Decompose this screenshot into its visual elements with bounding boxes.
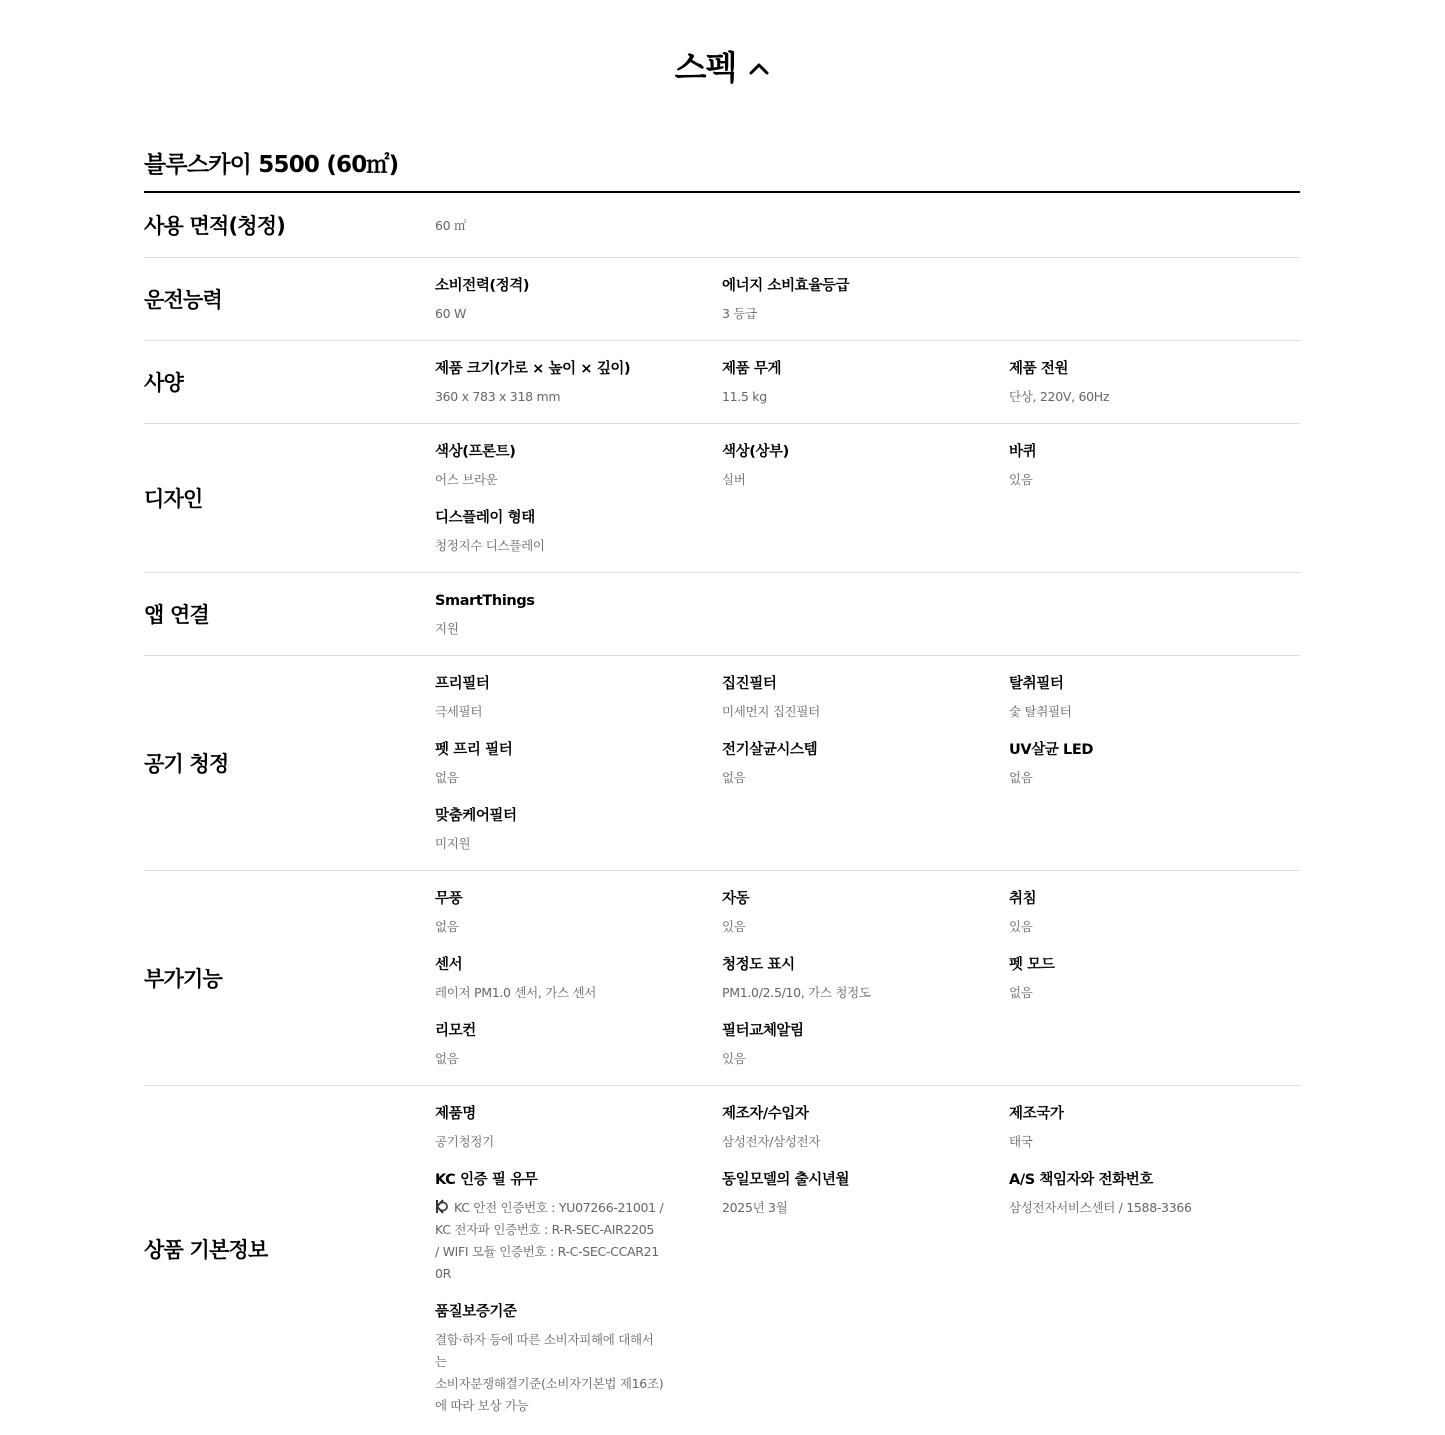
cell-label: 센서 [435,957,463,973]
row-title: 디자인 [144,487,203,511]
cell-label: 제조국가 [1009,1106,1064,1122]
cell-value: 없음 [435,1051,459,1066]
cell-label: 제조자/수입자 [722,1106,809,1122]
cell-label: 리모컨 [435,1023,476,1039]
cell-label: 집진필터 [722,676,777,692]
spec-cell [435,889,665,938]
row-title: 부가기능 [144,967,222,991]
cell-value: 11.5 kg [722,389,767,404]
value-text: KC 안전 인증번호 : YU07266-21001 / [454,1200,664,1215]
spec-row-purification [144,656,1300,871]
cell-value [435,1197,665,1285]
spec-cell [435,674,665,723]
cell-value: 삼성전자서비스센터 / 1588-3366 [1009,1200,1192,1215]
spec-row-extra [144,871,1300,1086]
spec-cell [722,1021,952,1070]
spec-cell [722,442,952,491]
cell-label: 에너지 소비효율등급 [722,278,850,294]
cell-value: 3 등급 [722,306,757,321]
spec-cell [435,508,665,557]
cell-label: 디스플레이 형태 [435,510,535,526]
cell-value: 단상, 220V, 60Hz [1009,389,1110,404]
spec-cell [435,1170,665,1285]
cell-label: 품질보증기준 [435,1304,517,1320]
spec-cell [1009,1104,1239,1153]
cell-value: 있음 [722,1051,746,1066]
spec-cell [435,215,665,237]
value-line [435,1197,665,1219]
row-title: 사양 [144,371,183,395]
cell-value: 없음 [1009,985,1033,1000]
cell-value: 없음 [435,770,459,785]
cell-label: 전기살균시스템 [722,742,818,758]
row-title: 앱 연결 [144,603,209,627]
spec-cell [435,591,665,640]
cell-label: 탈취필터 [1009,676,1064,692]
spec-cell [435,1302,665,1417]
cell-label: 제품 전원 [1009,361,1069,377]
cell-label: 무풍 [435,891,463,907]
cell-label: 펫 프리 필터 [435,742,513,758]
spec-cell [1009,442,1239,491]
cell-value: 미세먼지 집진필터 [722,704,820,719]
value-line: KC 전자파 인증번호 : R-R-SEC-AIR2205 [435,1222,655,1237]
cell-value: 극세필터 [435,704,483,719]
spec-cell [722,276,952,325]
cell-label: 색상(프론트) [435,444,516,460]
cell-label: UV살균 LED [1009,742,1094,758]
spec-header[interactable] [0,44,1445,92]
spec-cell [435,359,665,408]
cell-value: 없음 [1009,770,1033,785]
cell-value: 태국 [1009,1134,1033,1149]
spec-cell [722,889,952,938]
spec-cell [1009,889,1239,938]
spec-row-operation [144,258,1300,341]
spec-row-app [144,573,1300,656]
cell-value: 없음 [435,919,459,934]
cell-value: 있음 [722,919,746,934]
cell-label: 동일모델의 출시년월 [722,1172,850,1188]
row-title: 운전능력 [144,288,222,312]
cell-label: 제품 크기(가로 × 높이 × 깊이) [435,361,631,377]
value-line: 0R [435,1266,452,1281]
spec-row-specs [144,341,1300,424]
cell-value: 없음 [722,770,746,785]
kc-mark-icon [435,1199,448,1214]
spec-cell [722,359,952,408]
spec-toggle[interactable] [675,44,771,92]
cell-label: 맞춤케어필터 [435,808,517,824]
cell-value: 있음 [1009,919,1033,934]
page-title: 스펙 [674,48,737,87]
spec-cell [722,955,952,1004]
spec-cell [722,674,952,723]
cell-value: 지원 [435,621,459,636]
spec-cell [1009,674,1239,723]
cell-label: 제품명 [435,1106,476,1122]
spec-cell [722,740,952,789]
row-title: 공기 청정 [144,752,229,776]
cell-label: 바퀴 [1009,444,1037,460]
spec-cell [435,1104,665,1153]
cell-value: 2025년 3월 [722,1200,788,1215]
cell-label: 제품 무게 [722,361,782,377]
spec-cell [435,442,665,491]
spec-cell [435,806,665,855]
cell-label: 청정도 표시 [722,957,795,973]
cell-value: 숯 탈취필터 [1009,704,1072,719]
value-line: 결함·하자 등에 따른 소비자피해에 대해서는 [435,1332,654,1369]
cell-label: 취침 [1009,891,1037,907]
cell-label: KC 인증 필 유무 [435,1172,538,1188]
cell-value: 60 W [435,306,467,321]
spec-row-area [144,193,1300,258]
cell-value: 360 x 783 x 318 mm [435,389,561,404]
spec-cell [1009,359,1239,408]
row-title: 상품 기본정보 [144,1238,268,1262]
cell-value: PM1.0/2.5/10, 가스 청정도 [722,985,871,1000]
chevron-up-icon [748,58,770,80]
spec-cell [435,740,665,789]
cell-label: 자동 [722,891,750,907]
cell-label: 펫 모드 [1009,957,1055,973]
cell-value: 청정지수 디스플레이 [435,538,545,553]
value-line: 소비자분쟁해결기준(소비자기본법 제16조) [435,1376,664,1391]
cell-value: 레이저 PM1.0 센서, 가스 센서 [435,985,597,1000]
value-line: 에 따라 보상 가능 [435,1398,529,1413]
spec-cell [1009,740,1239,789]
cell-label: A/S 책임자와 전화번호 [1009,1172,1153,1188]
spec-row-basic-info [144,1086,1300,1412]
cell-label: 소비전력(정격) [435,278,530,294]
spec-cell [1009,1170,1269,1219]
cell-value: 있음 [1009,472,1033,487]
value-line: / WIFI 모듈 인증번호 : R-C-SEC-CCAR21 [435,1244,659,1259]
cell-value: 공기청정기 [435,1134,494,1149]
cell-value: 어스 브라운 [435,472,498,487]
cell-label: 프리필터 [435,676,490,692]
spec-table [144,193,1300,1412]
spec-cell [1009,955,1239,1004]
cell-value: 삼성전자/삼성전자 [722,1134,821,1149]
cell-label: SmartThings [435,593,535,609]
model-title: 블루스카이 5500 (60㎡) [144,152,399,178]
spec-cell [435,276,665,325]
cell-value: 미지원 [435,836,471,851]
spec-cell [435,955,665,1004]
cell-value: 60 ㎡ [435,218,467,233]
row-title: 사용 면적(청정) [144,214,286,238]
spec-cell [435,1021,665,1070]
cell-label: 색상(상부) [722,444,789,460]
spec-cell [722,1170,952,1219]
cell-label: 필터교체알림 [722,1023,804,1039]
spec-cell [722,1104,952,1153]
spec-row-design [144,424,1300,573]
cell-value: 실버 [722,472,746,487]
cell-value [435,1329,665,1417]
